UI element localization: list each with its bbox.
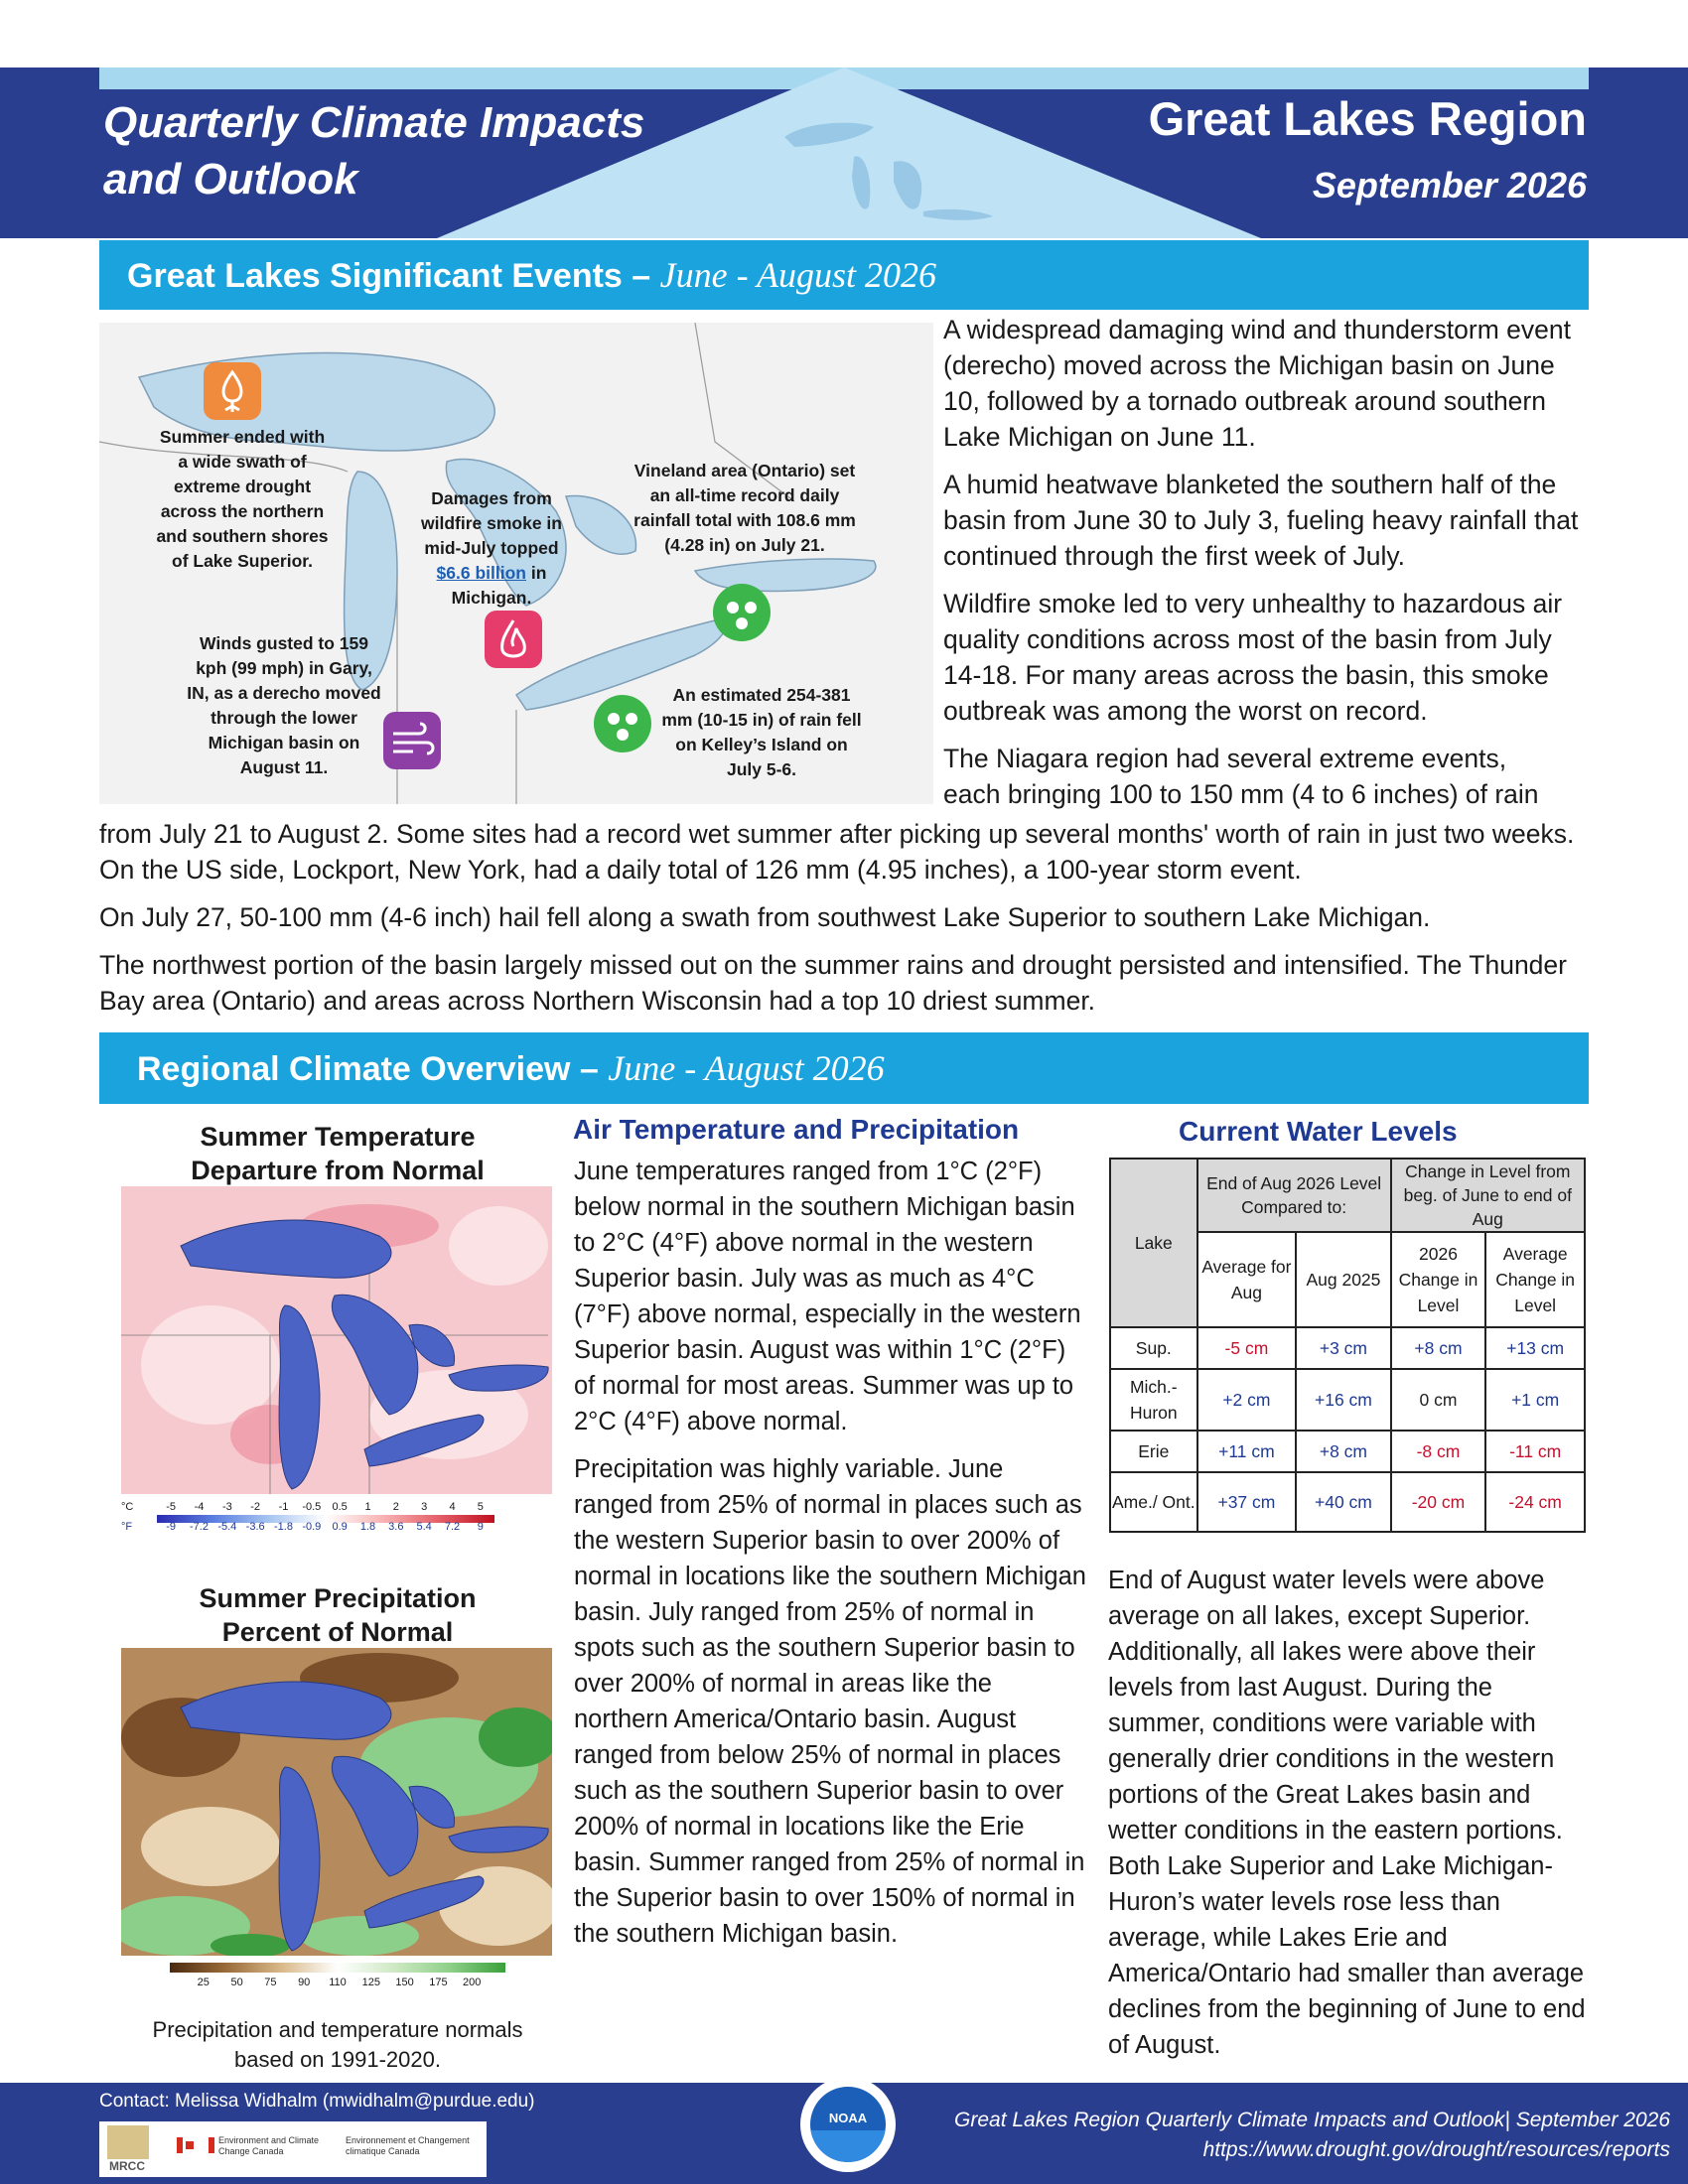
temp-fahrenheit-tick: -5.4 xyxy=(217,1521,237,1533)
water-level-value: +11 cm xyxy=(1197,1431,1297,1472)
water-level-value: +13 cm xyxy=(1485,1327,1585,1369)
wildfire-icon xyxy=(485,611,542,668)
precip-map-title: Summer Precipitation Percent of Normal xyxy=(199,1583,477,1647)
overview-period: June - August 2026 xyxy=(608,1048,885,1088)
temperature-map xyxy=(121,1186,552,1494)
precip-tick: 90 xyxy=(298,1977,311,1988)
eccc-english: Environment and Climate Change Canada xyxy=(218,2135,320,2156)
water-level-value: +40 cm xyxy=(1296,1472,1390,1532)
level-compared-header: End of Aug 2026 Level Compared to: xyxy=(1197,1159,1391,1232)
temperature-paragraph: June temperatures ranged from 1°C (2°F) below normal in the southern Michigan basin to 2°C (4°F) above normal in the western Superior basin. July was as much as 4°C (7°F) above normal, especially in the western Superior basin. August was within 1°C (2°F) of normal for most areas. Summer was up to 2°C (4°F) above normal. xyxy=(574,1158,1081,1435)
water-level-value: +1 cm xyxy=(1485,1369,1585,1431)
niagara-paragraph: from July 21 to August 2. Some sites had a record wet summer after picking up several months' worth of rain in just two weeks. On the US side, Lockport, New York, had a daily total of 126 mm (4.95 inches), a 100-year storm event. xyxy=(99,819,1575,885)
temp-map-title: Summer Temperature Departure from Normal xyxy=(191,1122,485,1185)
event-paragraph: A humid heatwave blanketed the southern half of the basin from June 30 to July 3, fueling heavy rainfall that continued through the first week of July. xyxy=(943,470,1579,571)
temp-celsius-tick: -4 xyxy=(194,1501,205,1513)
water-level-value: -20 cm xyxy=(1391,1472,1486,1532)
change-in-level-header: Change in Level from beg. of June to end of Aug xyxy=(1391,1159,1585,1232)
heavy-rain-icon xyxy=(713,584,771,641)
average-for-aug-header: Average for Aug xyxy=(1197,1232,1297,1327)
water-level-value: +37 cm xyxy=(1197,1472,1297,1532)
precipitation-legend xyxy=(164,1961,511,1994)
precip-tick: 110 xyxy=(329,1977,347,1988)
temp-celsius-tick: -1 xyxy=(278,1501,289,1513)
callout-winds: Winds gusted to 159 kph (99 mph) in Gary, IN, as a derecho moved through the lower Michigan basin on August 11. xyxy=(187,633,381,777)
smoke-damage-link[interactable]: $6.6 billion xyxy=(436,563,526,583)
region-title: Great Lakes Region xyxy=(1148,92,1587,145)
temp-fahrenheit-tick: 0.9 xyxy=(332,1521,348,1533)
reports-url-link[interactable]: https://www.drought.gov/drought/resources/reports xyxy=(1202,2138,1670,2161)
fahrenheit-label: °F xyxy=(121,1521,133,1533)
air-temp-precip-heading: Air Temperature and Precipitation xyxy=(573,1114,1020,1145)
report-title-line2: and Outlook xyxy=(103,155,358,204)
precip-tick: 50 xyxy=(230,1977,243,1988)
air-temp-precip-text xyxy=(574,1154,1086,1964)
temp-fahrenheit-tick: -9 xyxy=(166,1521,177,1533)
temp-fahrenheit-tick: -0.9 xyxy=(302,1521,322,1533)
precip-tick: 150 xyxy=(395,1977,414,1988)
precipitation-map xyxy=(121,1648,552,1956)
precip-tick: 200 xyxy=(463,1977,482,1988)
water-level-value: +16 cm xyxy=(1296,1369,1390,1431)
water-level-value: +8 cm xyxy=(1391,1327,1486,1369)
events-heading: Great Lakes Significant Events – xyxy=(127,257,651,295)
aug-2025-header: Aug 2025 xyxy=(1296,1232,1390,1327)
callout-vineland: Vineland area (Ontario) set an all-time record daily rainfall total with 108.6 mm (4.28 in) on July 21. xyxy=(633,461,856,555)
contact-info: Contact: Melissa Widhalm (mwidhalm@purdue.edu) xyxy=(99,2091,535,2112)
events-narrative xyxy=(943,312,1591,812)
change-2026-header: 2026 Change in Level xyxy=(1391,1232,1486,1327)
temp-celsius-tick: -3 xyxy=(221,1501,232,1513)
temp-fahrenheit-tick: 5.4 xyxy=(416,1521,432,1533)
water-levels-table xyxy=(1109,1158,1586,1533)
event-paragraph: A widespread damaging wind and thunderstorm event (derecho) moved across the Michigan basin on June 10, followed by a tornado outbreak around southern Lake Michigan on June 11. xyxy=(943,315,1571,452)
water-level-value: -8 cm xyxy=(1391,1431,1486,1472)
temp-celsius-tick: 2 xyxy=(392,1501,399,1513)
celsius-label: °C xyxy=(121,1501,134,1513)
temp-celsius-tick: -2 xyxy=(250,1501,261,1513)
callout-kelleys: An estimated 254-381 mm (10-15 in) of rain fell on Kelley’s Island on July 5-6. xyxy=(661,685,862,779)
precipitation-paragraph: Precipitation was highly variable. June ranged from 25% of normal in places such as the western Superior basin to over 200% of normal in locations like the southern Michigan basin. July ranged from 25% of normal in spots such as the southern Superior basin to over 200% of normal in areas like the northern America/Ontario basin. August ranged from below 25% of normal in places such as the southern Superior basin to over 200% of normal in locations like the Erie basin. Summer ranged from 25% of normal in the Superior basin to over 150% of normal in the southern Michigan basin. xyxy=(574,1455,1086,1948)
rain-icon xyxy=(594,695,651,752)
average-change-header: Average Change in Level xyxy=(1485,1232,1585,1327)
lake-name: Erie xyxy=(1110,1431,1197,1472)
hail-paragraph: On July 27, 50-100 mm (4-6 inch) hail fell along a swath from southwest Lake Superior to southern Lake Michigan. xyxy=(99,902,1431,932)
events-period: June - August 2026 xyxy=(659,255,936,295)
callout-drought: Summer ended with a wide swath of extreme drought across the northern and southern shores of Lake Superior. xyxy=(156,427,329,571)
temp-fahrenheit-tick: 1.8 xyxy=(359,1521,376,1533)
temp-celsius-tick: 0.5 xyxy=(332,1501,348,1513)
drought-icon xyxy=(204,362,261,420)
temp-fahrenheit-tick: 9 xyxy=(477,1521,484,1533)
niagara-line2: each bringing 100 to 150 mm (4 to 6 inches) of rain xyxy=(943,779,1539,809)
temp-celsius-tick: 5 xyxy=(477,1501,484,1513)
events-narrative-full xyxy=(99,816,1591,1030)
water-level-value: +2 cm xyxy=(1197,1369,1297,1431)
water-level-value: -11 cm xyxy=(1485,1431,1585,1472)
event-paragraph: Wildfire smoke led to very unhealthy to hazardous air quality conditions across most of the basin from July 14-18. For many areas across the basin, this smoke outbreak was among the worst on record. xyxy=(943,589,1563,726)
temp-fahrenheit-tick: -1.8 xyxy=(274,1521,293,1533)
noaa-logo xyxy=(800,2077,896,2172)
precip-tick: 75 xyxy=(264,1977,277,1988)
northwest-paragraph: The northwest portion of the basin largely missed out on the summer rains and drought persisted and intensified. The Thunder Bay area (Ontario) and areas across Northern Wisconsin had a top 10 driest summer. xyxy=(99,950,1567,1016)
report-date: September 2026 xyxy=(1312,165,1587,205)
lake-column-header: Lake xyxy=(1110,1159,1197,1327)
table-row xyxy=(1110,1472,1585,1532)
wind-icon xyxy=(383,712,441,769)
overview-section-bar xyxy=(99,1032,1589,1104)
partner-logos xyxy=(99,2121,487,2177)
mrcc-label: MRCC xyxy=(109,2159,145,2173)
precip-tick: 25 xyxy=(197,1977,210,1988)
normals-note: Precipitation and temperature normals based on 1991-2020. xyxy=(152,2017,523,2072)
table-row xyxy=(1110,1327,1585,1369)
water-level-value: 0 cm xyxy=(1391,1369,1486,1431)
temp-fahrenheit-tick: -3.6 xyxy=(245,1521,265,1533)
overview-heading: Regional Climate Overview – xyxy=(137,1050,599,1088)
temp-fahrenheit-tick: 3.6 xyxy=(388,1521,404,1533)
lake-name: Sup. xyxy=(1110,1327,1197,1369)
water-level-value: -24 cm xyxy=(1485,1472,1585,1532)
water-levels-text: End of August water levels were above average on all lakes, except Superior. Additionally, all lakes were above their levels from last August. During the summer, conditions were variable with generally drier conditions in the western portions of the Great Lakes basin and wetter conditions in the eastern portions. Both Lake Superior and Lake Michigan-Huron’s water levels rose less than average, while Lakes Erie and America/Ontario had smaller than average declines from the beginning of June to end of August. xyxy=(1108,1567,1586,2059)
eccc-french: Environnement et Changement climatique Canada xyxy=(346,2135,470,2156)
temp-celsius-tick: 4 xyxy=(449,1501,456,1513)
temp-celsius-tick: -5 xyxy=(166,1501,177,1513)
temperature-legend xyxy=(119,1501,536,1535)
temp-celsius-tick: 1 xyxy=(364,1501,371,1513)
canada-flag-icon xyxy=(177,2137,214,2153)
precip-tick: 175 xyxy=(429,1977,448,1988)
lake-name: Ame./ Ont. xyxy=(1110,1472,1197,1532)
water-level-value: +8 cm xyxy=(1296,1431,1390,1472)
precip-tick: 125 xyxy=(361,1977,380,1988)
temp-celsius-tick: -0.5 xyxy=(302,1501,322,1513)
water-level-value: -5 cm xyxy=(1197,1327,1297,1369)
lake-name: Mich.-Huron xyxy=(1110,1369,1197,1431)
temp-celsius-tick: 3 xyxy=(421,1501,428,1513)
report-title-line1: Quarterly Climate Impacts xyxy=(103,98,645,147)
table-row xyxy=(1110,1431,1585,1472)
table-row xyxy=(1110,1369,1585,1431)
water-levels-heading: Current Water Levels xyxy=(1179,1116,1458,1147)
niagara-line1: The Niagara region had several extreme events, xyxy=(943,744,1507,773)
temp-fahrenheit-tick: 7.2 xyxy=(444,1521,461,1533)
footer-report-title: Great Lakes Region Quarterly Climate Impacts and Outlook| September 2026 xyxy=(954,2109,1670,2131)
mrcc-logo xyxy=(107,2125,149,2159)
water-level-value: +3 cm xyxy=(1296,1327,1390,1369)
events-section-bar xyxy=(99,240,1589,310)
noaa-label: NOAA xyxy=(828,2111,868,2125)
temp-fahrenheit-tick: -7.2 xyxy=(190,1521,209,1533)
callout-smoke: Damages from wildfire smoke in mid-July topped $6.6 billion in Michigan. xyxy=(421,488,562,608)
precipitation-colorbar xyxy=(170,1963,505,1973)
